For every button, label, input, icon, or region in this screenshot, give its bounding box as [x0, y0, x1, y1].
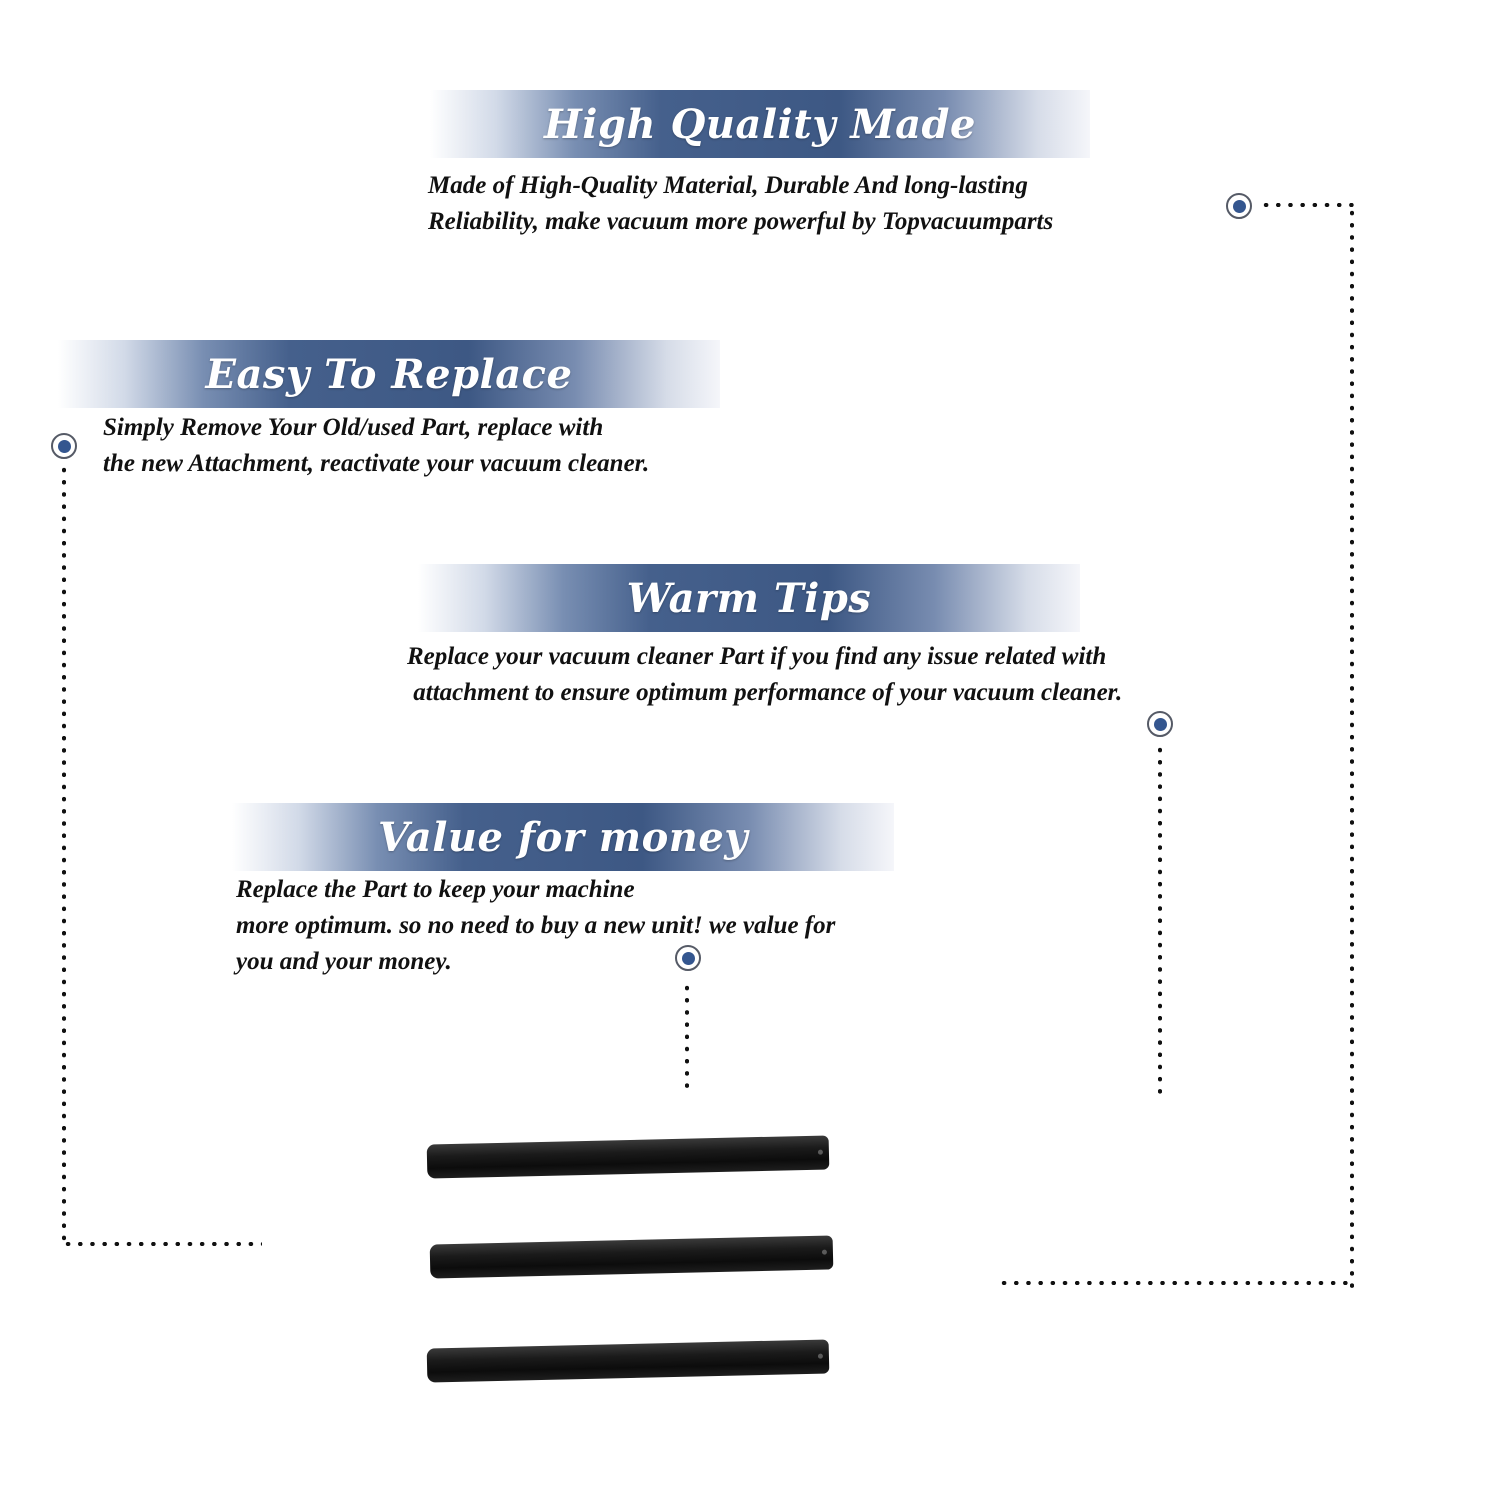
banner-title: High Quality Made — [544, 100, 976, 148]
connector-line — [62, 464, 66, 1247]
description-line: you and your money. — [236, 948, 452, 975]
banner-high-quality-made — [430, 90, 1090, 158]
callout-marker-icon — [675, 945, 701, 971]
connector-line — [685, 982, 689, 1090]
description-easy-to-replace — [103, 410, 649, 482]
banner-warm-tips — [418, 564, 1080, 632]
description-line: Reliability, make vacuum more powerful by Topvacuumparts — [428, 208, 1054, 235]
banner-title: Easy To Replace — [205, 350, 573, 398]
tube — [430, 1235, 834, 1278]
callout-marker-icon — [1226, 193, 1252, 219]
banner-title: Value for money — [377, 813, 749, 861]
tube — [427, 1339, 830, 1382]
description-line: more optimum. so no need to buy a new unit! we value for — [236, 912, 836, 939]
connector-line — [1260, 203, 1354, 207]
description-line: Replace the Part to keep your machine — [236, 876, 635, 903]
connector-line — [62, 1242, 262, 1246]
banner-easy-to-replace — [58, 340, 720, 408]
description-line: attachment to ensure optimum performance of your vacuum cleaner. — [407, 679, 1123, 706]
description-high-quality-made — [428, 168, 1053, 240]
description-line: Replace your vacuum cleaner Part if you find any issue related with — [407, 643, 1107, 670]
banner-title: Warm Tips — [626, 574, 872, 622]
description-line: Made of High-Quality Material, Durable And long-lasting — [428, 172, 1028, 199]
connector-line — [1350, 207, 1354, 1290]
connector-line — [998, 1281, 1354, 1285]
banner-value-for-money — [232, 803, 894, 871]
description-line: the new Attachment, reactivate your vacuum cleaner. — [103, 450, 650, 477]
connector-line — [1158, 744, 1162, 1096]
tube — [427, 1135, 830, 1178]
callout-marker-icon — [51, 433, 77, 459]
description-line: Simply Remove Your Old/used Part, replace with — [103, 414, 604, 441]
description-value-for-money — [236, 872, 835, 980]
callout-marker-icon — [1147, 711, 1173, 737]
description-warm-tips — [407, 639, 1122, 711]
